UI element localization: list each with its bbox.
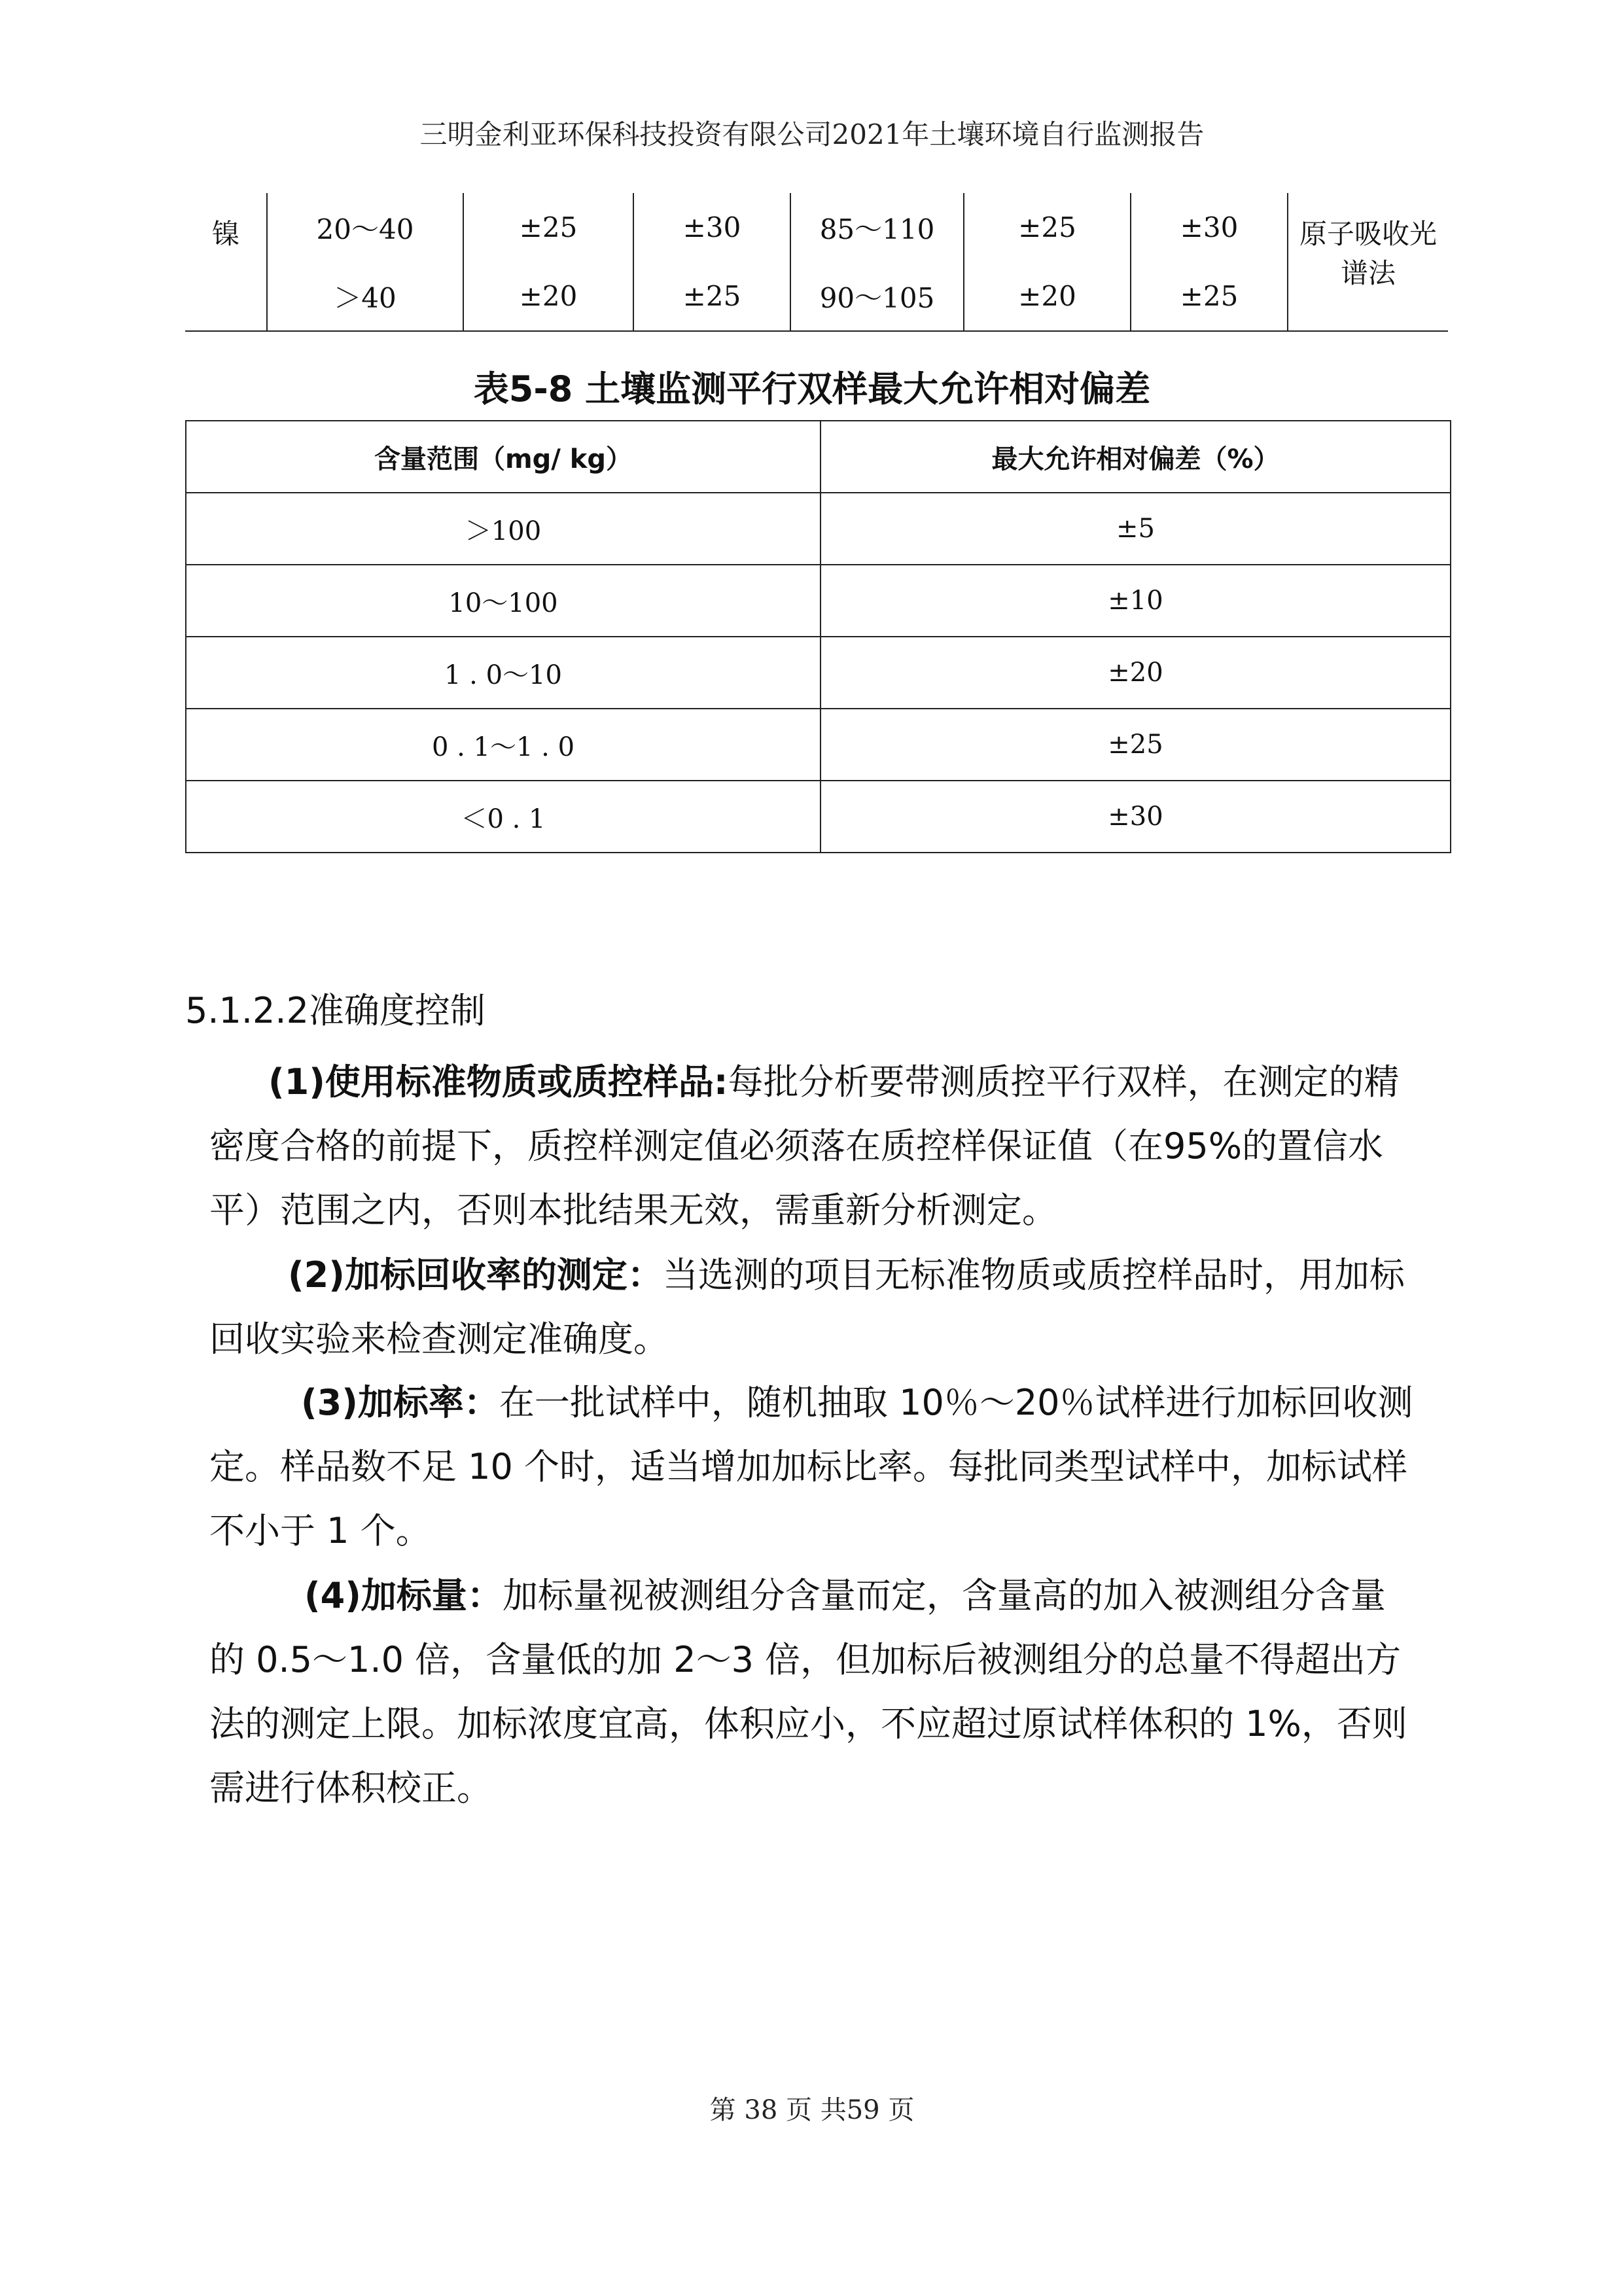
table-row [186,781,1451,853]
value-cell: ±30 [1131,193,1288,262]
paragraph-lead: (4)加标量： [304,1575,503,1616]
value-cell: ±25 [463,193,633,262]
section-heading: 5.1.2.2准确度控制 [185,990,485,1031]
range-cell: ＞100 [186,493,821,565]
range-cell: 10～100 [186,565,821,637]
column-header: 含量范围（mg/ kg） [186,421,821,493]
paragraph-text: 在一批试样中，随机抽取 10％～20％试样进行加标回收测定。样品数不足 10 个时，适当增加加标比率。每批同类型试样中，加标试样不小于 1 个。 [209,1382,1413,1551]
value-cell: ±20 [964,262,1131,331]
range-cell: ＞40 [267,262,463,331]
continued-table [185,193,1448,332]
paragraph-standard-material [209,1050,1413,1243]
value-cell: ±30 [633,193,790,262]
page-number: 第 38 页 共59 页 [709,2095,915,2125]
table-row [186,709,1451,781]
element-name: 镍 [211,218,239,250]
paragraph-lead: (1)使用标准物质或质控样品: [268,1061,728,1103]
deviation-table [185,420,1451,853]
paragraph-spike-amount [209,1564,1413,1820]
element-cell [185,193,267,331]
paragraph-spike-ratio [209,1371,1413,1563]
page-header-title: 三明金利亚环保科技投资有限公司2021年土壤环境自行监测报告 [419,118,1205,150]
deviation-cell: ±20 [821,637,1451,709]
deviation-cell: ±25 [821,709,1451,781]
paragraph-text: 加标量视被测组分含量而定，含量高的加入被测组分含量的 0.5～1.0 倍，含量低的加 2～3 倍，但加标后被测组分的总量不得超出方法的测定上限。加标浓度宜高，体积应小，不应超过原试样体积的 1%，否则需进行体积校正。 [209,1575,1407,1809]
method-name: 原子吸收光谱法 [1299,218,1437,289]
deviation-cell: ±5 [821,493,1451,565]
value-cell: 90～105 [790,262,964,331]
paragraph-lead: (2)加标回收率的测定： [288,1254,663,1296]
range-cell: ＜0 . 1 [186,781,821,853]
table-row [186,637,1451,709]
value-cell: ±25 [633,262,790,331]
value-cell: 85～110 [790,193,964,262]
column-header: 最大允许相对偏差（%） [821,421,1451,493]
value-cell: ±20 [463,262,633,331]
paragraph-text: 当选测的项目无标准物质或质控样品时，用加标回收实验来检查测定准确度。 [209,1254,1405,1360]
range-cell: 1 . 0～10 [186,637,821,709]
table-caption: 表5-8 土壤监测平行双样最大允许相对偏差 [473,368,1151,410]
paragraph-lead: (3)加标率： [301,1382,499,1423]
deviation-cell: ±10 [821,565,1451,637]
range-cell: 20～40 [267,193,463,262]
paragraph-recovery-rate [209,1243,1413,1371]
value-cell: ±25 [964,193,1131,262]
table-row [186,493,1451,565]
deviation-cell: ±30 [821,781,1451,853]
table-header-row [186,421,1451,493]
value-cell: ±25 [1131,262,1288,331]
table-row [186,565,1451,637]
range-cell: 0 . 1～1 . 0 [186,709,821,781]
method-cell [1288,193,1448,331]
paragraph-text: 每批分析要带测质控平行双样，在测定的精密度合格的前提下，质控样测定值必须落在质控样保证值（在95%的置信水平）范围之内，否则本批结果无效，需重新分析测定。 [209,1061,1400,1231]
